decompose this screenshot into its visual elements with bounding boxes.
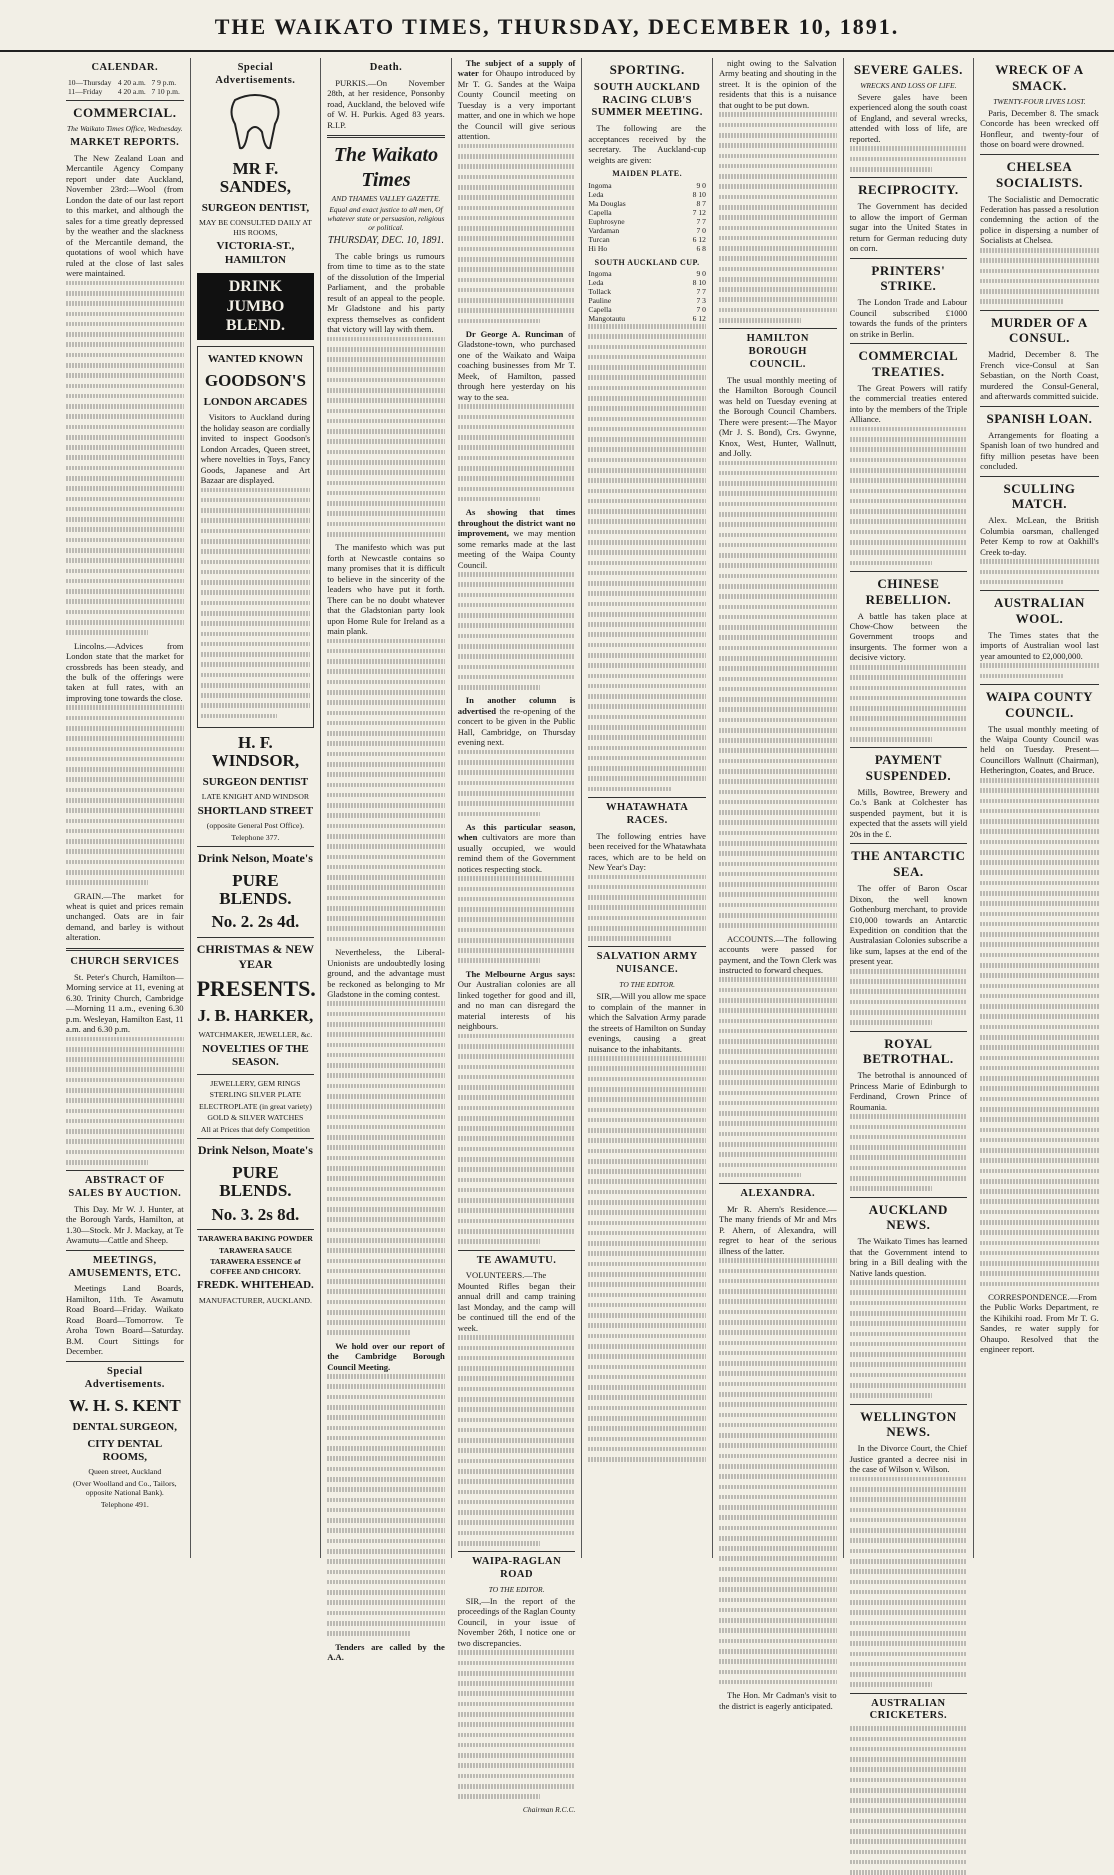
divider (588, 946, 706, 947)
auckland-news-heading: AUCKLAND NEWS. (868, 1201, 948, 1233)
horse-weight: 7 0 (696, 225, 706, 235)
horse-name: Hi Ho (588, 243, 608, 253)
divider (197, 1074, 315, 1075)
divider (197, 1138, 315, 1139)
article-paragraph: The New Zealand Loan and Mercantile Agency Company report under date Auckland, November 23rd:—Wool (from London the date of our last report to this market, and although the sales for a time greatly depressed by the weather and the slackness of the Mercantile demand, the quotations of wool which have ruled at the close of last sales were maintained. (66, 152, 184, 279)
divider (66, 948, 184, 951)
calendar-cell: 11—Friday (68, 86, 103, 96)
list-item (588, 245, 706, 254)
article-paragraph: Meetings Land Boards, Hamilton, 11th. Te Awamutu Road Board—Friday. Waikato Road Board—Tomorrow. Te Aroha Town Board—Saturday. B.M. Court Sittings for December. (66, 1283, 184, 1357)
article-paragraph: The following entries have been received for the Whatawhata races, which are to be held on New Year's Day: (588, 830, 706, 873)
divider (66, 1361, 184, 1362)
news-paragraph: the re-opening of the concert to be given in the Public Hall, Cambridge, on Thursday evening next. (457, 705, 576, 748)
text-filler (719, 461, 837, 928)
divider (980, 310, 1099, 311)
list-item (588, 182, 706, 191)
calendar-cell: 10—Thursday (68, 77, 112, 87)
divider (588, 797, 706, 798)
dentist-ad-line: (Over Woolland and Co., Tailors, opposite National Bank). (73, 1478, 177, 1498)
horse-weight: 6 12 (692, 234, 706, 244)
text-filler (458, 572, 576, 690)
news-paragraph: Our Australian colonies are all linked together for good and ill, and no man can disregard the material interests of his neighbours. (457, 979, 576, 1032)
list-item (588, 315, 706, 324)
divider (197, 846, 315, 847)
horse-weight: 9 0 (696, 269, 706, 279)
commercial-heading: COMMERCIAL. (73, 105, 177, 121)
news-lead: Dr George A. Runciman (465, 328, 564, 339)
racing-heading: SOUTH AUCKLAND RACING CLUB'S SUMMER MEETING. (591, 81, 703, 119)
horse-name: Turcan (588, 234, 610, 244)
spanish-loan-heading: SPANISH LOAN. (986, 410, 1093, 426)
harker-ad-line: ELECTROPLATE (in great variety) (198, 1101, 312, 1111)
cable-paragraph: Paris, December 8. The smack Concorde has been wrecked off Honfleur, and twenty-four of those on board were drowned. (980, 107, 1099, 150)
commercial-treaties-heading: COMMERCIAL TREATIES. (858, 348, 959, 380)
calendar-table (66, 78, 184, 96)
news-paragraph: VOLUNTEERS.—The Mounted Rifles began their annual drill and camp training last Monday, and the camp will be continued till the end of the week. (457, 1270, 576, 1333)
sandes-ad-line: SURGEON DENTIST, (201, 201, 310, 214)
divider (850, 343, 968, 344)
text-filler (458, 1335, 576, 1545)
horse-name: Euphrosyne (588, 216, 625, 226)
horse-weight: 9 0 (696, 180, 706, 190)
divider (980, 590, 1099, 591)
horse-name: Ingoma (588, 269, 612, 279)
special-ads-heading: Special Advertisements. (84, 1365, 165, 1390)
chinese-rebellion-heading: CHINESE REBELLION. (865, 575, 952, 607)
cable-paragraph: The Government has decided to allow the import of German sugar into the United States in return for German reducing duty on corn. (849, 201, 968, 254)
divider (327, 135, 445, 138)
text-filler (458, 404, 576, 501)
horse-weight: 8 7 (696, 198, 706, 208)
goodson-arcades: LONDON ARCADES (203, 395, 308, 408)
news-paragraph: The usual monthly meeting of the Hamilton Borough Council was held on Tuesday evening at the Borough Council Chambers. There were present:—The Mayor (Mr J. S. Bond), Crs. Gwynne, Knox, West, Hunter, Wallnutt, and Jolly. (718, 374, 837, 459)
text-filler (588, 875, 706, 941)
windsor-ad-telephone: Telephone 377. (231, 832, 280, 842)
death-notice: PURKIS.—On November 28th, at her residence, Ponsonby road, Auckland, the beloved wife of W. H. Purkis. Aged 83 years. R.I.P. (327, 77, 445, 130)
calendar-row (66, 78, 184, 87)
calendar-cell: 7 10 p.m. (151, 86, 180, 96)
column-6 (713, 58, 844, 1711)
cable-paragraph: The betrothal is announced of Princess Marie of Edinburgh to Ferdinand, Crown Prince of Roumania. (849, 1070, 968, 1112)
text-filler (719, 112, 837, 322)
text-filler (458, 1034, 576, 1244)
text-filler (66, 705, 184, 884)
news-paragraph: for Ohaupo introduced by Mr T. G. Sandes at the Waipa County Council meeting on Tuesday is a very important matter, and one in which we hope the Council will give serious attention. (457, 68, 576, 142)
harker-ad-line: GOLD & SILVER WATCHES (207, 1113, 304, 1123)
cable-paragraph: Mills, Bowtree, Brewery and Co.'s Bank at Colchester has suspended payment, but it is expected that the assets will yield 20s in the £. (849, 786, 968, 839)
nelson-moate-ad: Drink Nelson, Moate's (197, 851, 313, 866)
text-filler (66, 281, 184, 635)
horse-weight: 8 10 (692, 189, 706, 199)
windsor-ad-line: SURGEON DENTIST (202, 775, 309, 788)
text-filler (458, 144, 576, 323)
jumbo-blend-ad: DRINK JUMBO BLEND. (197, 273, 315, 340)
divider (850, 1693, 968, 1694)
cable-paragraph: The Waikato Times has learned that the Government intend to bring in a Bill dealing with the Native lands question. (849, 1236, 968, 1278)
murder-consul-heading: MURDER OF A CONSUL. (991, 314, 1088, 346)
text-filler (588, 324, 706, 791)
waipa-county-council-heading: WAIPA COUNTY COUNCIL. (985, 688, 1094, 720)
divider (850, 1031, 968, 1032)
divider (980, 154, 1099, 155)
divider (980, 406, 1099, 407)
divider (197, 1229, 315, 1230)
divider (850, 571, 968, 572)
special-ads-heading: Special Advertisements. (215, 62, 296, 86)
wreck-heading: WRECK OF A SMACK. (995, 62, 1084, 93)
column-5 (582, 58, 713, 1558)
te-awamutu-heading: TE AWAMUTU. (476, 1254, 557, 1266)
text-filler (850, 1477, 968, 1687)
whitehead-ad-line: MANUFACTURER, AUCKLAND. (198, 1295, 312, 1305)
to-the-editor: TO THE EDITOR. (488, 1584, 545, 1594)
horse-weight: 8 10 (692, 278, 706, 288)
news-paragraph: Mr R. Ahern's Residence.—The many friends of Mr and Mrs P. Ahern, of Alexandra, will regret to hear of the serious illness of the latter. (718, 1203, 837, 1256)
harker-ad-name: J. B. HARKER, (197, 1005, 314, 1025)
newspaper-page (60, 58, 1105, 1814)
news-paragraph: Tenders are called by the A.A. (327, 1641, 445, 1662)
sandes-ad-line: MAY BE CONSULTED DAILY AT HIS ROOMS, (198, 218, 312, 237)
market-heading: MARKET REPORTS. (70, 137, 180, 149)
text-filler (719, 1258, 837, 1684)
payment-suspended-heading: PAYMENT SUSPENDED. (865, 752, 952, 784)
article-paragraph: The following are the acceptances received by the secretary. The Auckland-cup weights are given: (588, 123, 706, 165)
divider (66, 1250, 184, 1251)
harker-ad-line: All at Prices that defy Competition (200, 1124, 310, 1134)
christmas-ad-heading: CHRISTMAS & NEW YEAR (196, 942, 315, 971)
harker-ad-line: WATCHMAKER, JEWELLER, &c. (198, 1030, 313, 1040)
wellington-news-heading: WELLINGTON NEWS. (860, 1408, 957, 1440)
letter-paragraph: SIR,—Will you allow me space to complain of the manner in which the Salvation Army parade the streets of Hamilton on Sunday evenings, causing a great nuisance to the inhabitants. (588, 991, 706, 1054)
whitehead-ad-name: FREDK. WHITEHEAD. (196, 1279, 314, 1292)
nelson-moate-ad: PURE BLENDS. (219, 1162, 292, 1200)
column-3 (321, 58, 452, 1662)
divider (66, 100, 184, 101)
masthead-title: THE WAIKATO TIMES, THURSDAY, DECEMBER 10, 1891. (214, 14, 900, 39)
borough-council-heading: HAMILTON BOROUGH COUNCIL. (746, 333, 809, 370)
chelsea-socialists-heading: CHELSEA SOCIALISTS. (996, 158, 1083, 190)
divider (980, 684, 1099, 685)
news-lead: The subject of a supply of water (457, 58, 576, 79)
calendar-cell: 4 20 a.m. (117, 77, 146, 87)
calendar-heading: CALENDAR. (91, 62, 159, 73)
news-paragraph: of Gladstone-town, who purchased one of the Waikato and Waipa coaching businesses from Mr T. Meek, of Hamilton, passed through here yesterday on his way to the sea. (457, 328, 576, 402)
cable-paragraph: Arrangements for floating a Spanish loan of two hundred and fifty million pesetas have been concluded. (980, 429, 1099, 472)
tarawera-ad-line: TARAWERA SAUCE (218, 1245, 292, 1255)
cable-paragraph: A battle has taken place at Chow-Chow between the Government troops and insurgents. The former won a decisive victory. (849, 610, 968, 663)
divider (850, 747, 968, 748)
column-2 (191, 58, 322, 1558)
christmas-presents: PRESENTS. (196, 976, 316, 1002)
horse-weight: 6 8 (696, 243, 706, 253)
news-lead: As showing that times throughout the district want no improvement, (457, 507, 576, 539)
goodson-ad (197, 346, 315, 729)
reciprocity-heading: RECIPROCITY. (858, 182, 959, 198)
dateline: THURSDAY, DEC. 10, 1891. (327, 234, 444, 246)
race-entries (588, 182, 706, 254)
whatawhata-heading: WHATAWHATA RACES. (605, 801, 689, 826)
text-filler (980, 778, 1099, 1286)
leader-paragraph: The cable brings us rumours from time to time as to the state of the dissolution of the Imperial Parliament, and the probable result of an appeal to the people. Mr Gladstone and his party express themselves as confident that victory will lay with them. (327, 250, 445, 335)
text-filler (719, 977, 837, 1177)
nameplate: The Waikato Times (333, 144, 439, 191)
article-paragraph: This Day. Mr W. J. Hunter, at the Borough Yards, Hamilton, at 1.30—Stock. Mr J. Mackay, at Te Awamutu—Cattle and Sheep. (66, 1203, 184, 1246)
horse-name: Vardaman (588, 225, 620, 235)
column-7 (844, 58, 975, 1722)
text-filler (327, 1374, 445, 1636)
divider (197, 937, 315, 938)
harker-ad-line: NOVELTIES OF THE SEASON. (202, 1042, 309, 1069)
text-filler (201, 488, 311, 719)
text-filler (458, 876, 576, 963)
divider (458, 1250, 576, 1251)
cable-paragraph: The Great Powers will ratify the commercial treaties entered into by the members of the Triple Alliance. (849, 382, 968, 425)
horse-name: Capella (588, 305, 612, 315)
divider (719, 328, 837, 329)
text-filler (327, 1001, 445, 1335)
text-filler (588, 1056, 706, 1462)
letter-paragraph: SIR,—In the report of the proceedings of the Raglan County Council, in your issue of November 26th, I notice one or two discrepancies. (457, 1595, 576, 1648)
windsor-ad-line: SHORTLAND STREET (197, 804, 314, 817)
divider (850, 177, 968, 178)
news-lead: In another column is advertised (457, 695, 576, 716)
article-paragraph: Lincolns.—Advices from London state that the market for crossbreds has been steady, and the bulk of the offerings were taken at full rates, with an improving tone towards the close. (66, 640, 184, 703)
article-paragraph: Visitors to Auckland during the holiday season are cordially invited to inspect Goodson's London Arcades, Queen street, where novelties in Toys, Fancy Goods, Japanese and Art Bazaar are displayed. (200, 412, 311, 486)
dentist-ad-name: W. H. S. KENT (68, 1396, 181, 1416)
horse-name: Leda (588, 189, 604, 199)
cable-paragraph: In the Divorce Court, the Chief Justice granted a decree nisi in the case of Wilson v. Wilson. (849, 1443, 968, 1475)
cable-paragraph: The London Trade and Labour Council subscribed £1000 towards the funds of the printers on strike in Berlin. (849, 297, 968, 339)
divider (850, 258, 968, 259)
text-filler (327, 639, 445, 942)
commercial-subheading: The Waikato Times Office, Wednesday. (66, 123, 183, 133)
harker-ad-line: STERLING SILVER PLATE (209, 1090, 302, 1100)
dentist-ad-line: CITY DENTAL ROOMS, (87, 1437, 163, 1464)
text-filler (980, 559, 1099, 584)
news-paragraph: we may mention some remarks made at the last meeting of the Waipa County Council. (457, 528, 576, 570)
race-heading: SOUTH AUCKLAND CUP. (594, 257, 700, 267)
cable-paragraph: Alex. McLean, the British Columbia oarsman, challenged Peter Kemp to row at Oakhill's Creek to-day. (980, 515, 1099, 557)
alexandra-heading: ALEXANDRA. (740, 1188, 816, 1200)
divider (719, 1183, 837, 1184)
horse-weight: 7 0 (696, 305, 706, 315)
race-entries (588, 270, 706, 324)
nelson-moate-ad-price: No. 2. 2s 4d. (211, 912, 300, 932)
horse-name: Tollack (588, 287, 612, 297)
horse-weight: 7 12 (692, 207, 706, 217)
motto: Equal and exact justice to all men, Of whatever state or persuasion, religious or political. (327, 205, 445, 233)
column-1 (60, 58, 191, 1558)
divider (66, 1170, 184, 1171)
sporting-heading: SPORTING. (609, 62, 685, 77)
abstract-heading: ABSTRACT OF SALES BY AUCTION. (68, 1175, 182, 1200)
column-8 (974, 58, 1105, 1558)
text-filler (850, 1726, 968, 1875)
leader-paragraph: The manifesto which was put forth at Newcastle contains so many promises that it is difficult to believe in the sincerity of the leaders who have put it forth. There can be no doubt whatever that the Gladstonian party look upon Home Rule for Ireland as a main plank. (327, 542, 445, 637)
printers-strike-heading: PRINTERS' STRIKE. (871, 262, 946, 294)
divider (850, 1197, 968, 1198)
divider (980, 476, 1099, 477)
nameplate-subtitle: AND THAMES VALLEY GAZETTE. (331, 194, 441, 203)
calendar-row (66, 87, 184, 96)
text-filler (980, 248, 1099, 304)
tooth-icon (197, 92, 315, 154)
salvation-heading: SALVATION ARMY NUISANCE. (596, 951, 698, 976)
wreck-subheading: TWENTY-FOUR LIVES LOST. (993, 96, 1086, 106)
cable-paragraph: Madrid, December 8. The French vice-Consul at San Sebastian, on the North Coast, murdered the Consul-General, and afterwards committed suicide. (980, 349, 1099, 402)
church-heading: CHURCH SERVICES (70, 955, 180, 967)
news-paragraph: ACCOUNTS.—The following accounts were passed for payment, and the Town Clerk was instructed to forward cheques. (718, 933, 837, 975)
tarawera-ad-line: TARAWERA ESSENCE of COFFEE AND CHICORY. (210, 1257, 301, 1276)
text-filler (458, 750, 576, 816)
nelson-moate-ad: Drink Nelson, Moate's (197, 1143, 313, 1158)
letter-signature: Chairman R.C.C. (522, 1804, 576, 1814)
text-filler (66, 1037, 184, 1165)
horse-weight: 7 7 (696, 287, 706, 297)
news-paragraph: cultivators are more than usually occupied, we would remind them of the Government notices respecting stock. (457, 832, 576, 874)
news-paragraph: The Hon. Mr Cadman's visit to the district is eagerly anticipated. (718, 1690, 837, 1711)
text-filler (850, 665, 968, 742)
severe-gales-heading: SEVERE GALES. (853, 62, 963, 77)
horse-weight: 7 7 (696, 216, 706, 226)
horse-name: Capella (588, 207, 612, 217)
wanted-known-heading: WANTED KNOWN (207, 352, 303, 365)
horse-weight: 7 3 (696, 296, 706, 306)
calendar-cell: 7 9 p.m. (151, 77, 177, 87)
horse-name: Ingoma (588, 180, 612, 190)
list-item (588, 270, 706, 279)
calendar-cell: 4 20 a.m. (117, 86, 146, 96)
cable-paragraph: The Socialistic and Democratic Federation has passed a resolution condemning the action of the police in dispersing a number of Socialists at Chelsea. (980, 193, 1099, 246)
masthead (0, 0, 1114, 52)
meetings-heading: MEETINGS, AMUSEMENTS, ETC. (68, 1254, 182, 1279)
horse-name: Mangotautu (588, 314, 626, 324)
news-lead: As this particular season, when (457, 821, 576, 843)
text-filler (850, 1114, 968, 1191)
text-filler (850, 969, 968, 1025)
antarctic-heading: THE ANTARCTIC SEA. (851, 848, 966, 880)
dentist-ad-line: Queen street, Auckland (88, 1467, 162, 1477)
cable-paragraph: Severe gales have been experienced along the south coast of England, and several wrecks, attended with loss of life, are reported. (849, 92, 968, 144)
to-the-editor: TO THE EDITOR. (619, 980, 676, 990)
horse-name: Leda (588, 278, 604, 288)
sandes-ad-name: MR F. SANDES, (219, 159, 292, 196)
leader-paragraph: Nevertheless, the Liberal-Unionists are undoubtedly losing ground, and the advantage must be reckoned as belonging to Mr Gladstone in the coming contest. (327, 947, 445, 999)
horse-name: Pauline (588, 296, 612, 306)
divider (850, 843, 968, 844)
column-4 (452, 58, 583, 1814)
divider (850, 1404, 968, 1405)
harker-ad-line: JEWELLERY, GEM RINGS (210, 1078, 301, 1088)
windsor-ad-line: LATE KNIGHT AND WINDSOR (201, 792, 310, 802)
cable-paragraph: The Times states that the imports of Australian wool last year amounted to £2,000,000. (980, 629, 1099, 661)
article-paragraph: GRAIN.—The market for wheat is quiet and prices remain unchanged. Oats are in fair demand, and barley is without alteration. (66, 890, 184, 943)
sandes-ad-line: VICTORIA-ST., HAMILTON (216, 240, 295, 266)
windsor-ad-line: (opposite General Post Office). (206, 821, 305, 831)
nelson-moate-ad-price: No. 3. 2s 8d. (211, 1204, 300, 1224)
text-filler (327, 337, 445, 537)
cable-paragraph: The offer of Baron Oscar Dixon, the well known Gothenburg merchant, to provide £10,000 towards an Antarctic Expedition on condition that the Australasian Colonies subscribe a like sum, lapses at the end of the present year. (849, 883, 968, 967)
horse-weight: 6 12 (692, 314, 706, 324)
dentist-ad-telephone: Telephone 491. (100, 1499, 149, 1509)
death-heading: Death. (369, 62, 403, 73)
royal-betrothal-heading: ROYAL BETROTHAL. (863, 1035, 954, 1067)
text-filler (458, 1650, 576, 1799)
race-heading: MAIDEN PLATE. (612, 169, 683, 179)
nelson-moate-ad: PURE BLENDS. (219, 870, 292, 908)
text-filler (850, 146, 968, 171)
australian-cricketers-heading: AUSTRALIAN CRICKETERS. (869, 1697, 948, 1722)
article-paragraph: St. Peter's Church, Hamilton—Morning service at 11, evening at 6.30. Trinity Church, Cambridge—Morning 11 a.m., evening 6.30 p.m. Wesleyan, Hamilton East, 11 a.m. and 6.30 p.m. (66, 971, 184, 1035)
news-lead: The Melbourne Argus says: (465, 968, 576, 979)
news-paragraph: We hold over our report of the Cambridge Borough Council Meeting. (327, 1340, 445, 1372)
text-filler (980, 663, 1099, 678)
sculling-match-heading: SCULLING MATCH. (1003, 480, 1076, 512)
news-paragraph: The usual monthly meeting of the Waipa County Council was held on Tuesday. Present—Councillors Wallnutt (Chairman), Hetherington, Coates, and Bruce. (980, 723, 1099, 776)
windsor-ad-name: H. F. WINDSOR, (211, 733, 300, 770)
tarawera-ad-line: TARAWERA BAKING POWDER (197, 1234, 313, 1244)
divider (458, 1551, 576, 1552)
dentist-ad-line: DENTAL SURGEON, (72, 1421, 177, 1434)
waipa-raglan-heading: WAIPA-RAGLAN ROAD (471, 1556, 562, 1580)
australian-wool-heading: AUSTRALIAN WOOL. (993, 595, 1085, 626)
text-filler (850, 1280, 968, 1398)
news-paragraph: CORRESPONDENCE.—From the Public Works Department, re the Kihikihi road. From Mr T. G. Sandes, re water supply for Ohaupo. Resolved that the engineer report. (980, 1292, 1099, 1355)
goodson-name: GOODSON'S (204, 370, 306, 390)
text-filler (850, 427, 968, 565)
severe-gales-subheading: WRECKS AND LOSS OF LIFE. (860, 80, 957, 90)
horse-name: Ma Douglas (588, 198, 626, 208)
letter-paragraph: night owing to the Salvation Army beating and shouting in the street. It is the opinion of the residents that this is a nuisance that ought to be put down. (718, 58, 837, 110)
